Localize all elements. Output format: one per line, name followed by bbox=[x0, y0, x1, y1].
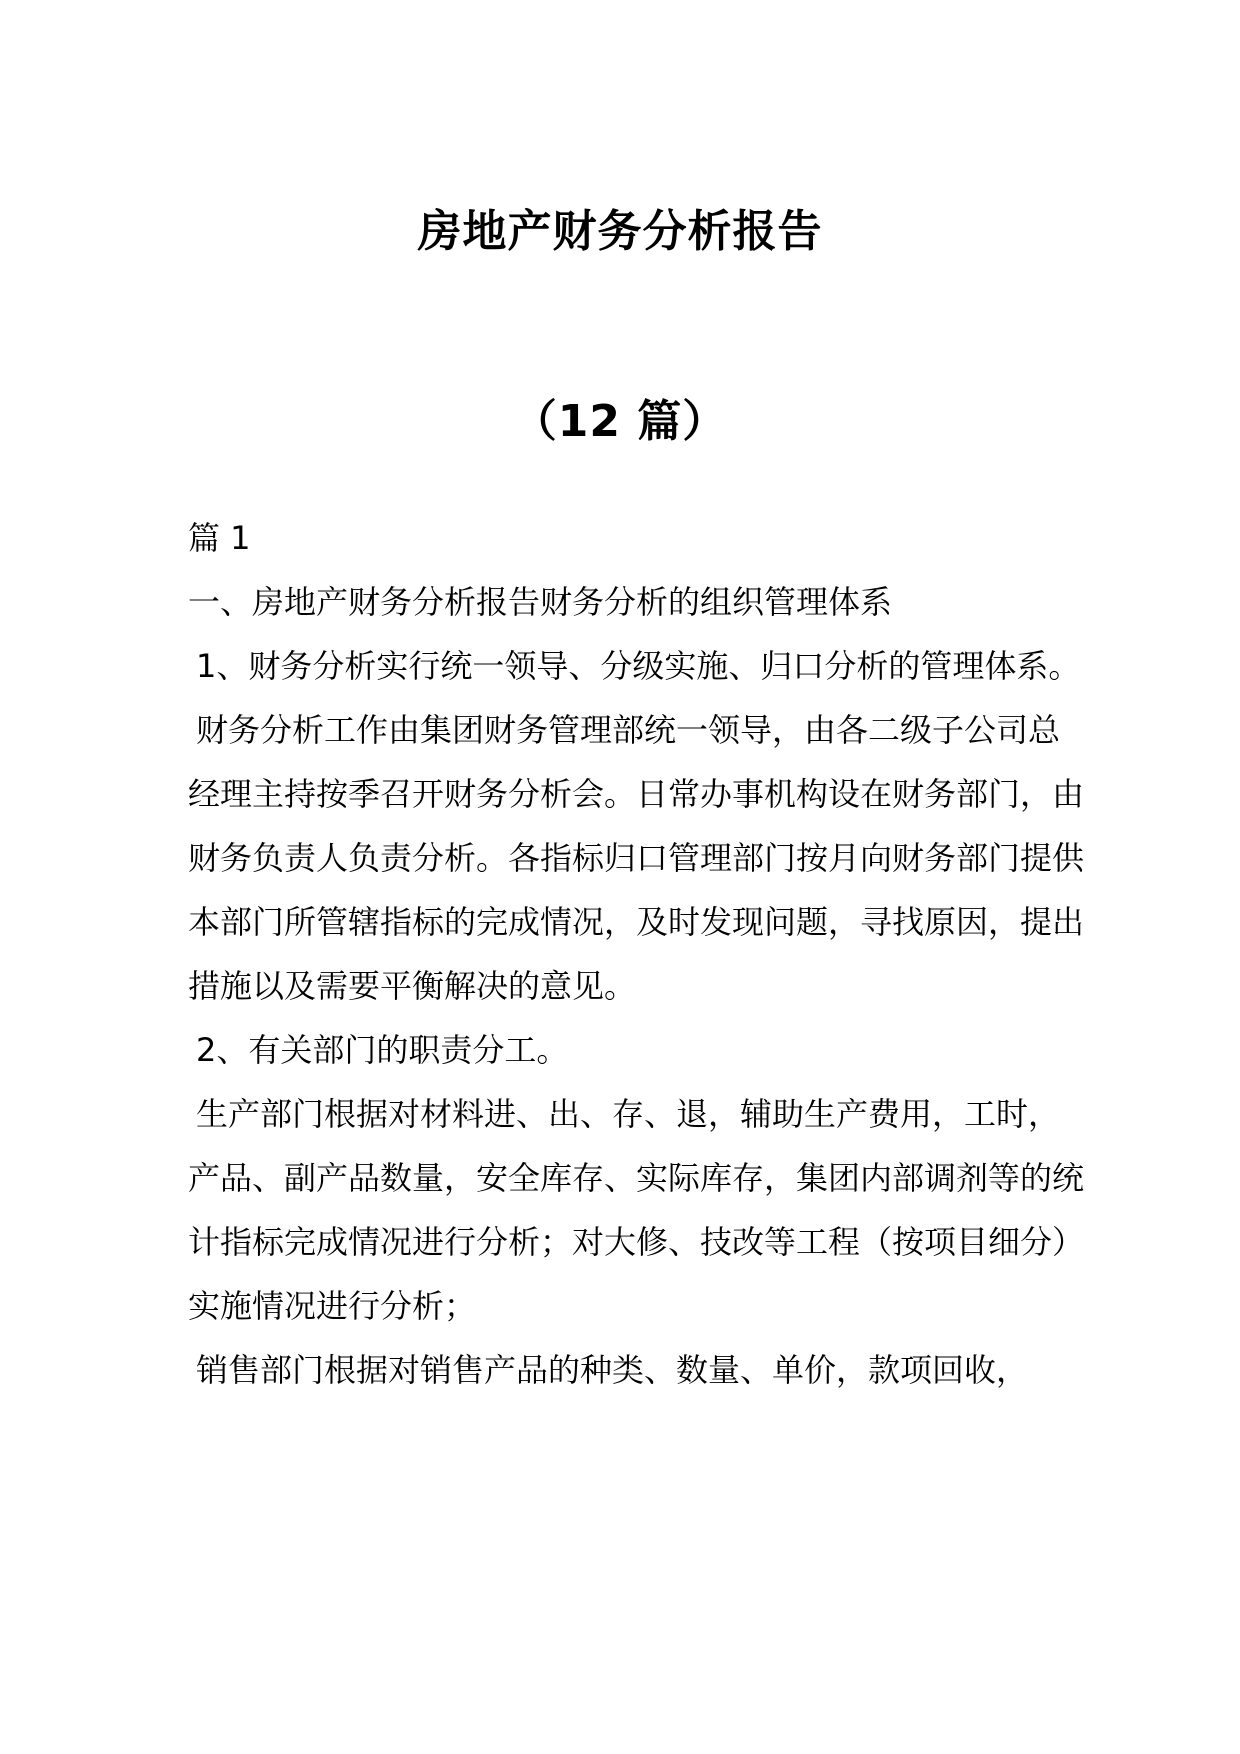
paragraph-1: 财务分析工作由集团财务管理部统一领导，由各二级子公司总经理主持按季召开财务分析会。日常办事机构设在财务部门，由财务负责人负责分析。各指标归口管理部门按月向财务部门提供本部门所管辖指标的完成情况，及时发现问题，寻找原因，提出措施以及需要平衡解决的意见。 bbox=[188, 711, 1085, 1005]
section-heading: 一、房地产财务分析报告财务分析的组织管理体系 bbox=[188, 583, 893, 621]
document-title: 房地产财务分析报告 bbox=[417, 206, 823, 257]
section-label: 篇 1 bbox=[188, 519, 251, 557]
document-body bbox=[188, 506, 1088, 1402]
document-subtitle: （12 篇） bbox=[512, 396, 728, 447]
list-item-1: 1、财务分析实行统一领导、分级实施、归口分析的管理体系。 bbox=[196, 647, 1081, 685]
paragraph-2: 生产部门根据对材料进、出、存、退，辅助生产费用，工时，产品、副产品数量，安全库存、实际库存，集团内部调剂等的统计指标完成情况进行分析；对大修、技改等工程（按项目细分）实施情况进行分析； bbox=[188, 1095, 1085, 1325]
paragraph-3: 销售部门根据对销售产品的种类、数量、单价，款项回收， bbox=[196, 1351, 1029, 1389]
list-item-2: 2、有关部门的职责分工。 bbox=[196, 1031, 569, 1069]
